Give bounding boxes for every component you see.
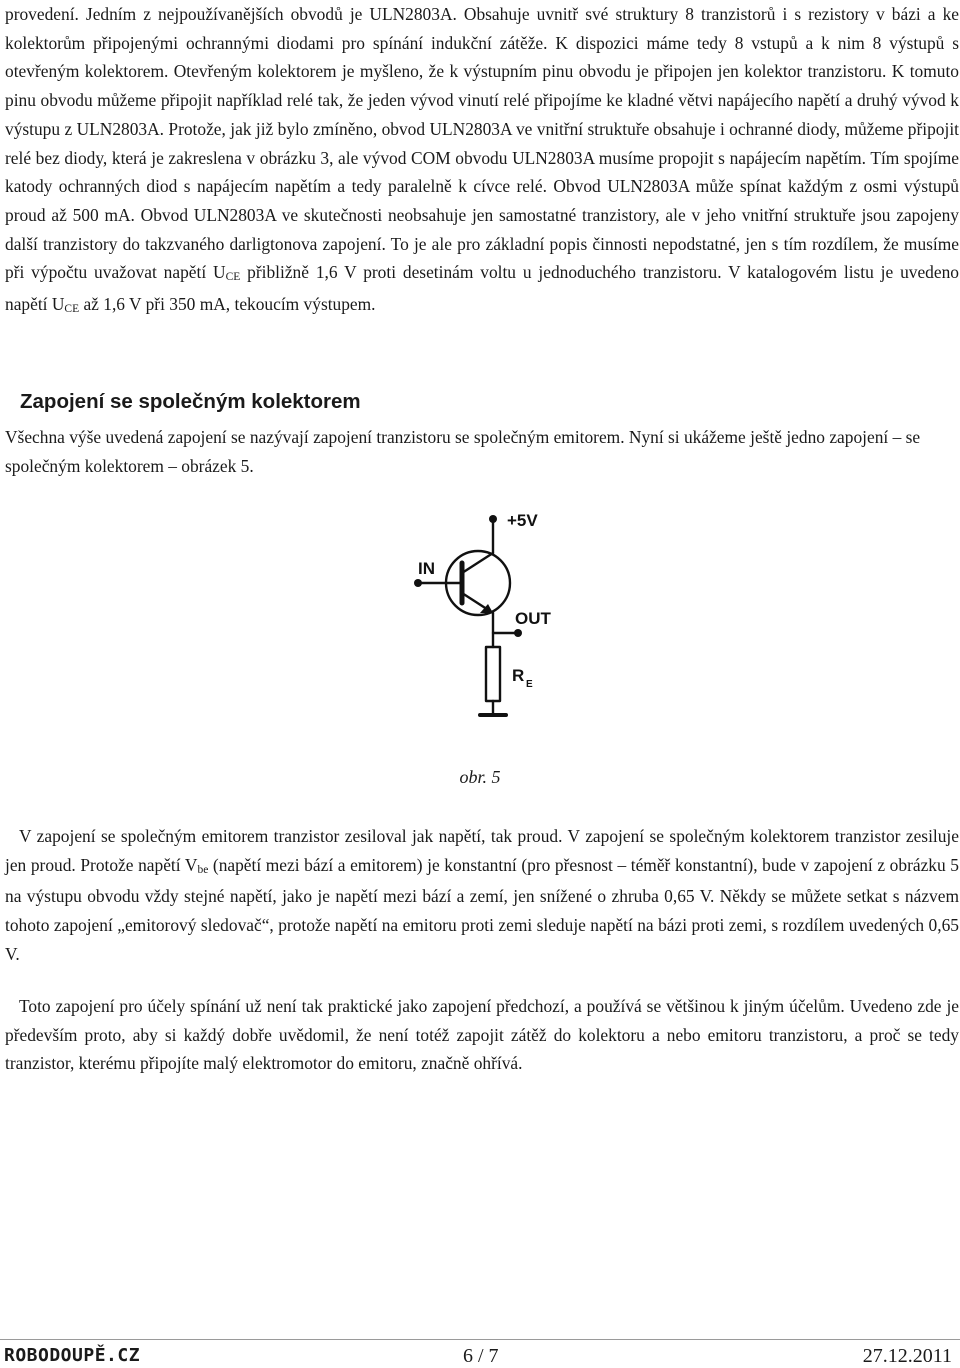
paragraph-comparison (5, 822, 959, 969)
footer-brand-logo: ROBODOUPĚ.CZ (4, 1345, 141, 1366)
common-collector-schematic (400, 505, 570, 735)
paragraph-uln2803a (5, 0, 959, 322)
subscript-be: be (197, 863, 209, 876)
supply-label: +5V (507, 511, 538, 530)
circuit-figure (400, 505, 570, 735)
subscript-ce: CE (225, 271, 241, 284)
paragraph-text: až 1,6 V při 350 mA, tekoucím výstupem. (79, 294, 376, 315)
paragraph-intro: Všechna výše uvedená zapojení se nazývají zapojení tranzistoru se společným emitorem. Nyní si ukážeme ještě jedno zapojení – se společným kolektorem – obrázek 5. (5, 427, 921, 476)
figure-caption: obr. 5 (459, 767, 501, 787)
paragraph-text: (napětí mezi bází a emitorem) je konstantní (pro přesnost – téměř konstantní), bude v zapojení z obrázku 5 na výstupu obvodu vždy stejné napětí, jako je napětí mezi bází a zemí, jen snížené o zhruba 0,65 V. Někdy se můžete setkat s názvem tohoto zapojení „emitorový sledovač“, protože napětí na emitoru proti zemi sleduje napětí na bázi proti zemi, s rozdílem uvedených 0,65 V. (5, 854, 959, 964)
output-terminal-icon (514, 629, 522, 637)
paragraph-text: přibližně 1,6 V proti desetinám voltu u jednoduchého tranzistoru. V katalogovém listu je uvedeno napětí U (5, 262, 959, 315)
resistor-subscript: E (526, 679, 533, 690)
subscript-ce: CE (64, 303, 80, 316)
output-label: OUT (515, 609, 551, 628)
paragraph-text: provedení. Jedním z nejpoužívanějších obvodů je ULN2803A. Obsahuje uvnitř své struktury 8 tranzistorů i s rezistory v bázi a ke kolektorům připojenými ochrannými diodami pro spínání indukční zátěže. K dispozici máme tedy 8 vstupů a k nim 8 výstupů s otevřeným kolektorem. Otevřeným kolektorem je myšleno, že k výstupním pinu obvodu je připojen jen kolektor tranzistoru. K tomuto pinu obvodu můžeme připojit například relé tak, že jeden vývod vinutí relé připojíme ke kladné větvi napájecího napětí a druhý vývod k výstupu z ULN2803A. Protože, jak již bylo zmíněno, obvod ULN2803A ve vnitřní struktuře obsahuje i ochranné diody, můžeme připojit relé bez diody, která je zakreslena v obrázku 3, ale vývod COM obvodu ULN2803A musíme propojit s napájecím napětím. Tím spojíme katody ochranných diod s napájecím napětím a tedy paralelně k cívce relé. Obvod ULN2803A může spínat každým z osmi výstupů proud až 500 mA. Obvod ULN2803A ve skutečnosti neobsahuje jen samostatné tranzistory, ale v jeho vnitřní struktuře jsou zapojeny další tranzistory do takzvaného darligtonova zapojení. To je ale pro základní popis činnosti nepodstatné, jen s tím rozdílem, že musíme při výpočtu uvažovat napětí U (5, 4, 959, 283)
footer-divider (0, 1339, 960, 1340)
input-label: IN (418, 559, 435, 578)
footer-date: 27.12.2011 (862, 1345, 952, 1367)
paragraph-text: V zapojení se společným emitorem tranzistor zesiloval jak napětí, tak proud. V zapojení se společným kolektorem tranzistor zesiluje jen proud. Protože napětí V (5, 826, 959, 875)
page-number: 6 / 7 (463, 1345, 499, 1367)
supply-terminal-icon (489, 515, 497, 523)
section-heading: Zapojení se společným kolektorem (20, 390, 361, 413)
input-terminal-icon (414, 579, 422, 587)
resistor-label: R (512, 666, 525, 685)
paragraph-conclusion: Toto zapojení pro účely spínání už není tak praktické jako zapojení předchozí, a používá se většinou k jiným účelům. Uvedeno zde je především proto, aby si každý dobře uvědomil, že není totéž zapojit zátěž do kolektoru a nebo emitoru tranzistoru, a proč se tedy tranzistor, kterému připojíte malý elektromotor do emitoru, značně ohřívá. (5, 996, 959, 1074)
